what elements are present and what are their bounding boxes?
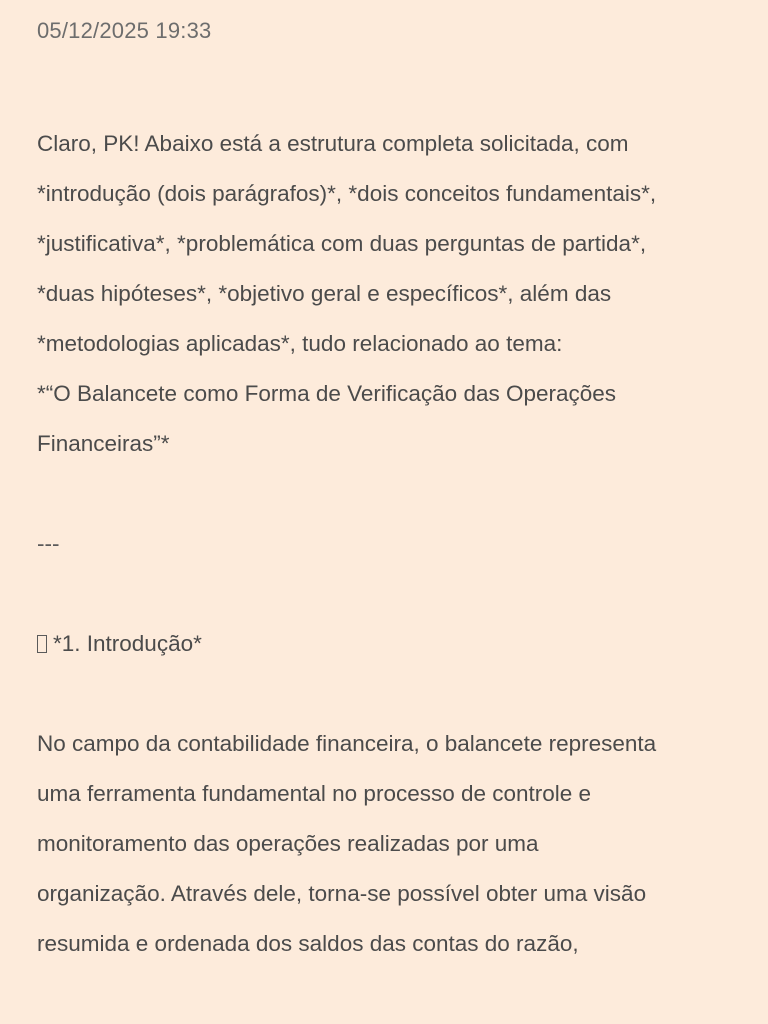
note-timestamp: 05/12/2025 19:33: [37, 18, 212, 43]
intro-line: Claro, PK! Abaixo está a estrutura completa solicitada, com: [37, 131, 629, 156]
body-line: monitoramento das operações realizadas por uma: [37, 831, 539, 856]
intro-line: Financeiras”*: [37, 431, 170, 456]
body-line: uma ferramenta fundamental no processo de controle e: [37, 781, 592, 806]
section-divider: ---: [37, 531, 60, 556]
body-line: resumida e ordenada dos saldos das contas do razão,: [37, 931, 579, 956]
intro-line: *“O Balancete como Forma de Verificação das Operações: [37, 381, 617, 406]
section-heading: [37, 619, 737, 669]
intro-line: *duas hipóteses*, *objetivo geral e específicos*, além das: [37, 281, 612, 306]
section-heading-text: *1. Introdução*: [53, 631, 202, 656]
blank-line: [37, 469, 737, 519]
body-line: organização. Através dele, torna-se possível obter uma visão: [37, 881, 647, 906]
body-line: No campo da contabilidade financeira, o balancete representa: [37, 731, 657, 756]
intro-line: *justificativa*, *problemática com duas perguntas de partida*,: [37, 231, 647, 256]
intro-line: *introdução (dois parágrafos)*, *dois conceitos fundamentais*,: [37, 181, 657, 206]
note-content[interactable]: [37, 119, 737, 969]
blank-line: [37, 669, 737, 719]
intro-line: *metodologias aplicadas*, tudo relacionado ao tema:: [37, 331, 563, 356]
missing-glyph-icon: [37, 635, 47, 653]
blank-line: [37, 569, 737, 619]
